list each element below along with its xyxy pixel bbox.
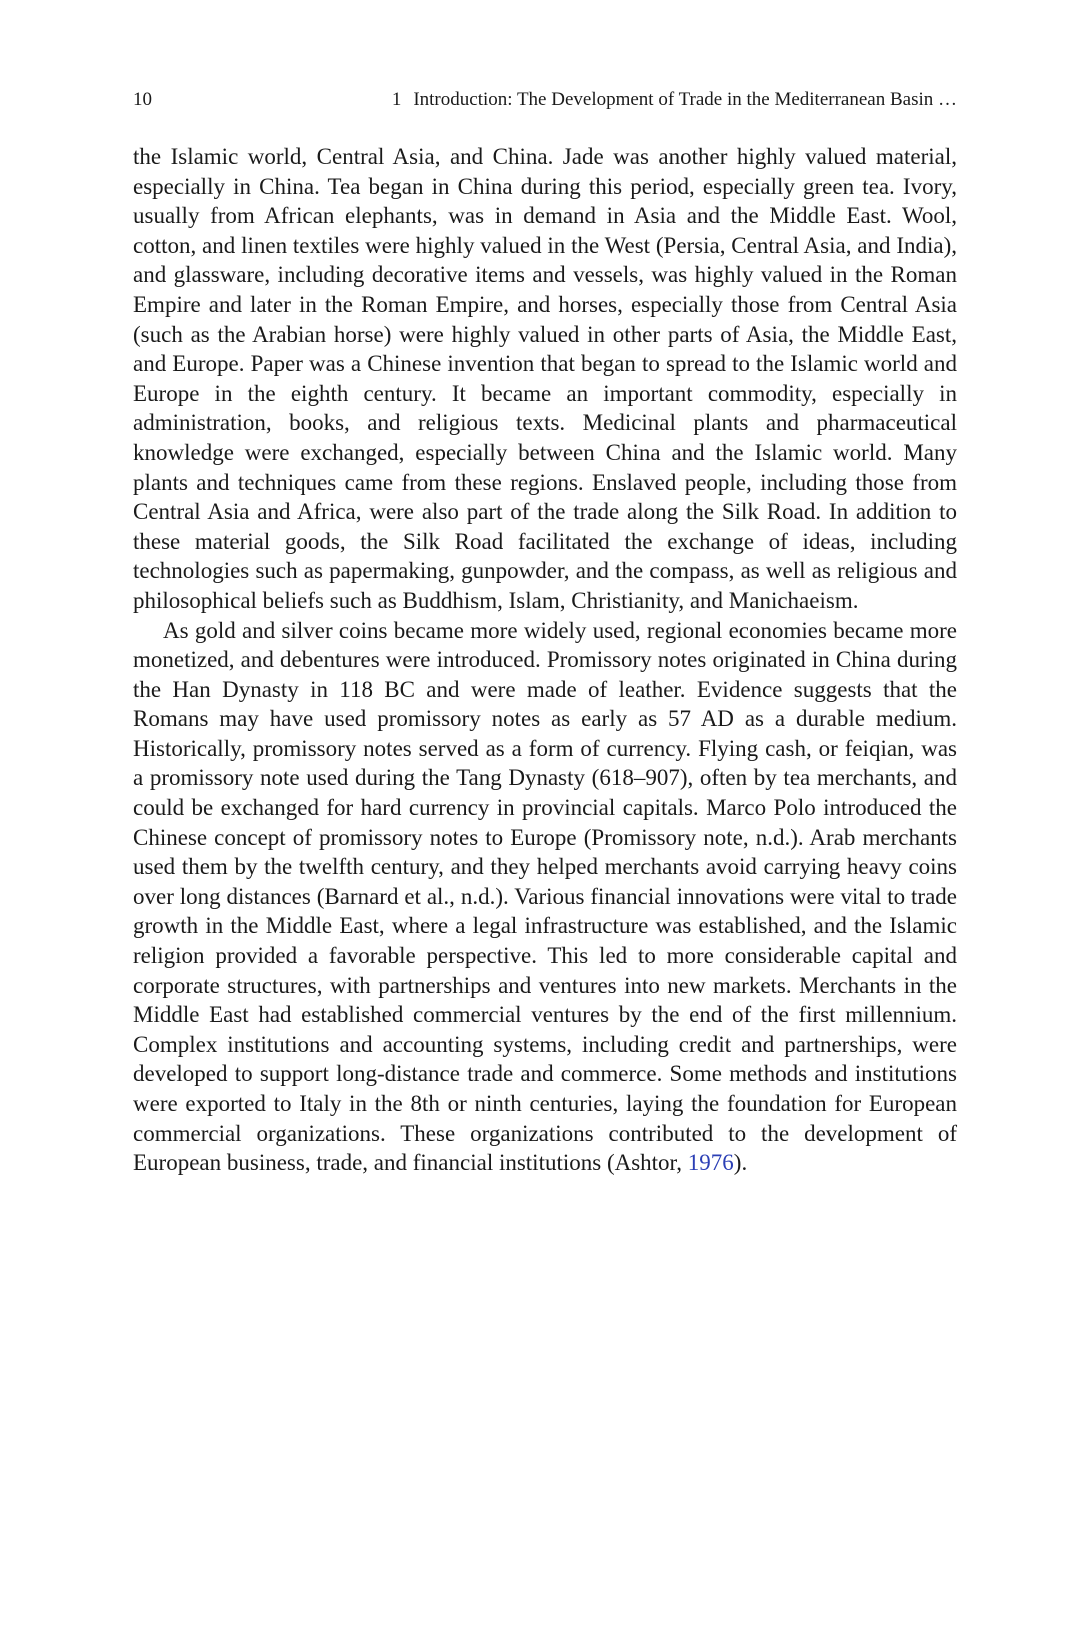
body-text bbox=[133, 142, 957, 1178]
chapter-title: Introduction: The Development of Trade in the Mediterranean Basin … bbox=[413, 89, 957, 110]
chapter-heading bbox=[392, 86, 957, 114]
paragraph-closing: ). bbox=[733, 1150, 748, 1176]
paragraph-promissory-notes bbox=[133, 616, 957, 1178]
chapter-number: 1 bbox=[391, 89, 402, 110]
page-number: 10 bbox=[133, 89, 152, 110]
paragraph-promissory-notes-text: As gold and silver coins became more widely used, regional economies became more monetized, and debentures were introduced. Promissory notes originated in China during the Han Dynasty in 118 BC and were made of leather. Evidence suggests that the Romans may have used promissory notes as early as 57 AD as a durable medium. Historically, promissory notes served as a form of currency. Flying cash, or feiqian, was a promissory note used during the Tang Dynasty (618–907), often by tea merchants, and could be exchanged for hard currency in provincial capitals. Marco Polo introduced the Chinese concept of promissory notes to Europe (Promissory note, n.d.). Arab merchants used them by the twelfth century, and they helped merchants avoid carrying heavy coins over long distances (Barnard et al., n.d.). Various financial innovations were vital to trade growth in the Middle East, where a legal infrastructure was established, and the Islamic religion provided a favorable perspective. This led to more considerable capital and corporate structures, with partnerships and ventures into new markets. Merchants in the Middle East had established commercial ventures by the end of the first millennium. Complex institutions and accounting systems, including credit and partnerships, were developed to support long-distance trade and commerce. Some methods and institutions were exported to Italy in the 8th or ninth centuries, laying the foundation for European commercial organizations. These organizations contributed to the development of European business, trade, and financial institutions (Ashtor, bbox=[133, 617, 957, 1176]
running-header bbox=[133, 86, 957, 114]
paragraph-silk-road-goods: the Islamic world, Central Asia, and China. Jade was another highly valued material, especially in China. Tea began in China during this period, especially green tea. Ivory, usually from African elephants, was in demand in Asia and the Middle East. Wool, cotton, and linen textiles were highly valued in the West (Persia, Central Asia, and India), and glassware, including decorative items and vessels, was highly valued in the Roman Empire and later in the Roman Empire, and horses, especially those from Central Asia (such as the Arabian horse) were highly valued in other parts of Asia, the Middle East, and Europe. Paper was a Chinese invention that began to spread to the Islamic world and Europe in the eighth century. It became an important commodity, especially in administration, books, and religious texts. Medicinal plants and pharmaceutical knowledge were exchanged, especially between China and the Islamic world. Many plants and techniques came from these regions. Enslaved people, including those from Central Asia and Africa, were also part of the trade along the Silk Road. In addition to these material goods, the Silk Road facilitated the exchange of ideas, including technologies such as papermaking, gunpowder, and the compass, as well as religious and philosophical beliefs such as Buddhism, Islam, Christianity, and Manichaeism. bbox=[133, 144, 957, 613]
citation-link-ashtor-1976[interactable]: 1976 bbox=[687, 1150, 734, 1176]
